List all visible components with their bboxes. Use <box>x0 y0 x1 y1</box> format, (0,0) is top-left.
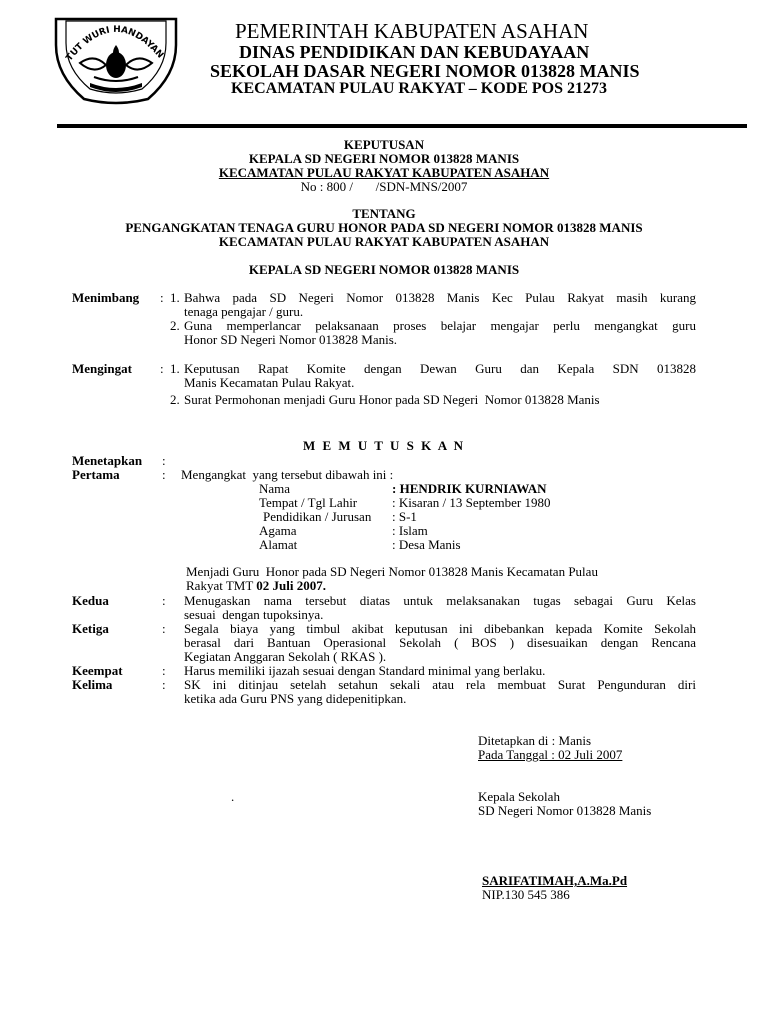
svg-text:TUT WURI HANDAYANI <box>50 15 165 63</box>
menimbang-item-1-line2: tenaga pengajar / guru. <box>184 304 304 319</box>
kedua-label: Kedua <box>72 593 109 608</box>
kelima-line1: SK ini ditinjau setelah setahun sekali atau rela membuat Surat Pengunduran diri <box>184 677 696 692</box>
pertama-result-date: 02 Juli 2007. <box>256 578 327 593</box>
ketiga-line3: Kegiatan Anggaran Sekolah ( RKAS ). <box>184 649 387 664</box>
letterhead-school: SEKOLAH DASAR NEGERI NOMOR 013828 MANIS <box>210 61 640 81</box>
mengingat-label: Mengingat <box>72 361 132 376</box>
menetapkan-colon: : <box>162 453 166 468</box>
menimbang-item-2-line1: Guna memperlancar pelaksanaan proses belajar mengajar perlu mengangkat guru <box>184 318 696 333</box>
menetapkan-label: Menetapkan <box>72 453 143 468</box>
kedua-line1: Menugaskan nama tersebut diatas untuk melaksanakan tugas sebagai Guru Kelas <box>184 593 696 608</box>
letterhead-department: DINAS PENDIDIKAN DAN KEBUDAYAAN <box>239 42 590 62</box>
letterhead-government: PEMERINTAH KABUPATEN ASAHAN <box>235 19 589 43</box>
kelima-colon: : <box>162 677 166 692</box>
signature-place: Ditetapkan di : Manis <box>478 733 592 748</box>
memutuskan-heading: M E M U T U S K A N <box>302 438 466 453</box>
field-ttl-label: Tempat / Tgl Lahir <box>259 495 358 510</box>
kelima-line2: ketika ada Guru PNS yang didepenitipkan. <box>184 691 407 706</box>
signature-name: SARIFATIMAH,A.Ma.Pd <box>482 873 628 888</box>
decree-title: KEPUTUSAN <box>343 137 425 152</box>
mengingat-item-2-line1: Surat Permohonan menjadi Guru Honor pada SD Negeri Nomor 013828 Manis <box>184 392 600 407</box>
pertama-result-line1: Menjadi Guru Honor pada SD Negeri Nomor 013828 Manis Kecamatan Pulau <box>186 564 598 579</box>
field-ttl-value: : Kisaran / 13 September 1980 <box>392 495 551 510</box>
signature-school: SD Negeri Nomor 013828 Manis <box>478 803 652 818</box>
logo-motto: TUT WURI HANDAYAN <box>64 24 165 64</box>
ketiga-line1: Segala biaya yang timbul akibat keputusan ini dibebankan kepada Komite Sekolah <box>184 621 696 636</box>
kedua-colon: : <box>162 593 166 608</box>
keempat-colon: : <box>162 663 166 678</box>
kedua-line2: sesuai dengan tupoksinya. <box>184 607 324 622</box>
keempat-line1: Harus memiliki ijazah sesuai dengan Standard minimal yang berlaku. <box>184 663 546 678</box>
decree-issuer-location: KECAMATAN PULAU RAKYAT KABUPATEN ASAHAN <box>218 165 550 180</box>
tut-wuri-handayani-logo <box>50 15 182 108</box>
decree-tentang: TENTANG <box>352 206 416 221</box>
signature-role: Kepala Sekolah <box>478 789 560 804</box>
pertama-label: Pertama <box>72 467 120 482</box>
kelima-label: Kelima <box>72 677 113 692</box>
menimbang-colon: : <box>160 290 164 305</box>
pertama-intro: Mengangkat yang tersebut dibawah ini : <box>181 467 394 482</box>
field-alamat-label: Alamat <box>259 537 298 552</box>
field-agama-label: Agama <box>259 523 297 538</box>
signature-nip: NIP.130 545 386 <box>482 887 570 902</box>
field-nama-label: Nama <box>259 481 291 496</box>
field-pendidikan-value: : S-1 <box>392 509 417 524</box>
signature-date: Pada Tanggal : 02 Juli 2007 <box>478 747 623 762</box>
decree-number: No : 800 / /SDN-MNS/2007 <box>300 179 468 194</box>
menimbang-item-1-line1: Bahwa pada SD Negeri Nomor 013828 Manis Kec Pulau Rakyat masih kurang <box>184 290 696 305</box>
mengingat-item-1-line1: Keputusan Rapat Komite dengan Dewan Guru dan Kepala SDN 013828 <box>184 361 696 376</box>
menimbang-item-2-line2: Honor SD Negeri Nomor 013828 Manis. <box>184 332 398 347</box>
decree-subject: PENGANGKATAN TENAGA GURU HONOR PADA SD NEGERI NOMOR 013828 MANIS <box>125 220 643 235</box>
letterhead-rule <box>57 124 747 128</box>
signature-dot: . <box>231 789 235 804</box>
ketiga-line2: berasal dari Bantuan Operasional Sekolah ( BOS ) disesuaikan dengan Rencana <box>184 635 696 650</box>
mengingat-item-2-num: 2. <box>170 392 180 407</box>
keempat-label: Keempat <box>72 663 123 678</box>
decree-issuer-repeat: KEPALA SD NEGERI NOMOR 013828 MANIS <box>248 262 520 277</box>
field-nama-value: : HENDRIK KURNIAWAN <box>392 481 547 496</box>
menimbang-item-2-num: 2. <box>170 318 180 333</box>
field-pendidikan-label: Pendidikan / Jurusan <box>263 509 372 524</box>
field-alamat-value: : Desa Manis <box>392 537 461 552</box>
menimbang-label: Menimbang <box>72 290 140 305</box>
pertama-result-line2 <box>186 578 326 593</box>
letterhead-district: KECAMATAN PULAU RAKYAT – KODE POS 21273 <box>231 80 608 97</box>
decree-subject-location: KECAMATAN PULAU RAKYAT KABUPATEN ASAHAN <box>218 234 550 249</box>
decree-issuer: KEPALA SD NEGERI NOMOR 013828 MANIS <box>248 151 520 166</box>
ketiga-label: Ketiga <box>72 621 109 636</box>
mengingat-item-1-line2: Manis Kecamatan Pulau Rakyat. <box>184 375 355 390</box>
mengingat-colon: : <box>160 361 164 376</box>
pertama-colon: : <box>162 467 166 482</box>
mengingat-item-1-num: 1. <box>170 361 180 376</box>
menimbang-item-1-num: 1. <box>170 290 180 305</box>
field-agama-value: : Islam <box>392 523 428 538</box>
pertama-result-prefix: Rakyat TMT <box>186 578 257 593</box>
ketiga-colon: : <box>162 621 166 636</box>
